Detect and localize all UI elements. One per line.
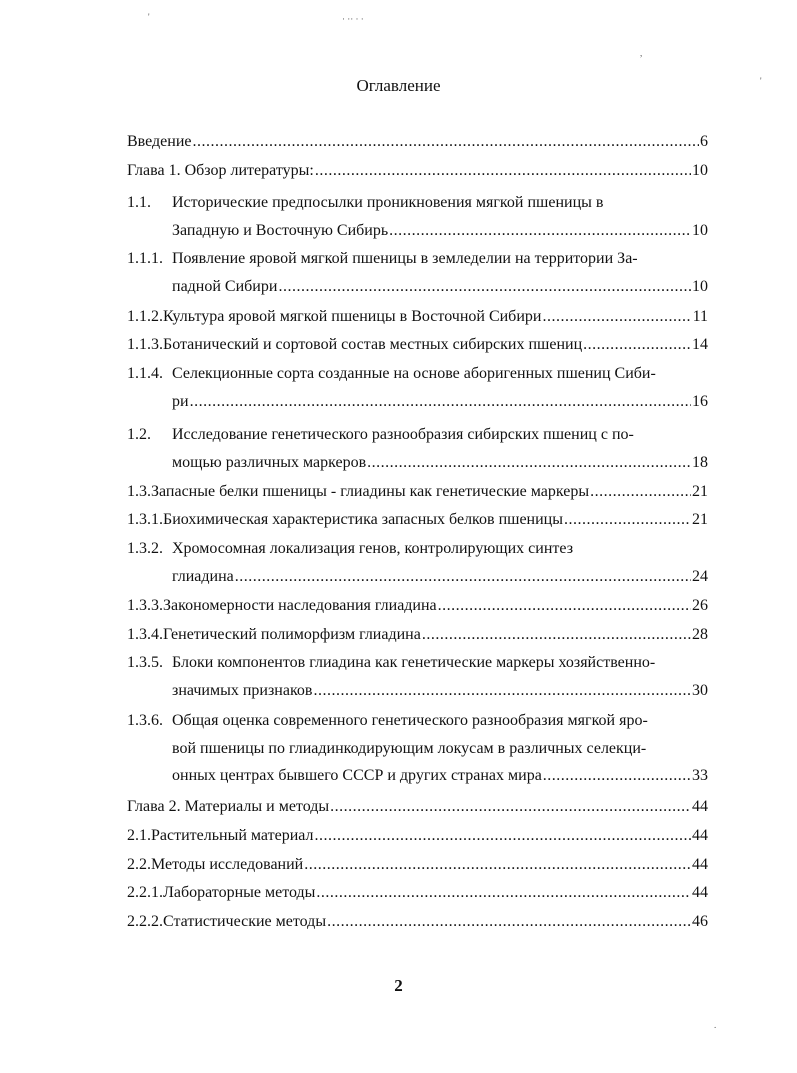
toc-entry-number: 1.1.4. xyxy=(127,365,163,382)
toc-entry-title: Растительный материал xyxy=(151,827,314,844)
toc-entry-title: ри xyxy=(172,392,189,410)
toc-entry-page: 24 xyxy=(692,567,708,585)
toc-entry-title: онных центрах бывшего СССР и других странах мира xyxy=(172,767,542,784)
toc-entry-title: Введение xyxy=(127,133,192,150)
toc-entry-number: 1.1.2. xyxy=(127,308,163,325)
toc-entry-title: Методы исследований xyxy=(151,856,304,873)
leader-dots xyxy=(315,157,691,185)
toc-entry xyxy=(127,421,708,476)
toc-entry-page: 30 xyxy=(692,681,708,699)
toc-entry xyxy=(127,506,708,534)
toc-entry-number: 1.3.2. xyxy=(127,540,163,557)
toc-entry-number: 1.1.1. xyxy=(127,250,163,267)
toc-entry-number: 1.1.3. xyxy=(127,336,163,353)
toc-entry-page: 28 xyxy=(692,626,708,643)
leader-dots xyxy=(590,478,691,506)
toc-entry-number: 1.3.3. xyxy=(127,597,163,614)
toc-entry-title: Блоки компонентов глиадина как генетические маркеры хозяйственно- xyxy=(172,654,656,671)
toc-entry-page: 44 xyxy=(692,884,708,901)
leader-dots xyxy=(330,793,691,821)
leader-dots xyxy=(367,449,691,477)
leader-dots xyxy=(542,303,691,331)
toc-entry xyxy=(127,245,708,300)
scan-speck: · ·· · · xyxy=(342,14,364,24)
toc-entry-page: 26 xyxy=(692,597,708,614)
toc-entry xyxy=(127,331,708,359)
toc-entry-title: Генетический полиморфизм глиадина xyxy=(163,626,421,643)
toc-entry-title: глиадина xyxy=(172,567,234,585)
leader-dots xyxy=(438,592,691,620)
toc-entry-number: 1.3.1. xyxy=(127,511,163,528)
toc-entry-title: Хромосомная локализация генов, контролирующих синтез xyxy=(172,540,574,557)
toc-entry-number: 2.2.2. xyxy=(127,913,163,930)
toc-entry xyxy=(127,707,708,790)
toc-entry xyxy=(127,592,708,620)
toc-entry-title: Селекционные сорта созданные на основе аборигенных пшениц Сиби- xyxy=(172,365,656,382)
leader-dots xyxy=(304,851,691,879)
toc-entry-title: Лабораторные методы xyxy=(163,884,316,901)
toc-entry xyxy=(127,478,708,506)
toc-entry-title: Исторические предпосылки проникновения мягкой пшеницы в xyxy=(172,194,604,211)
toc-entry-title: Общая оценка современного генетического разнообразия мягкой яро- xyxy=(172,712,648,729)
toc-entry-title: Статистические методы xyxy=(163,913,327,930)
toc-entry-title: Запасные белки пшеницы - глиадины как генетические маркеры xyxy=(151,483,590,500)
toc-entry-number: 1.1. xyxy=(127,194,151,211)
scan-speck: ' xyxy=(148,12,150,22)
toc-entry-title: падной Сибири xyxy=(172,277,278,295)
toc-entry xyxy=(127,157,708,185)
toc-entry-title: Западную и Восточную Сибирь xyxy=(172,221,389,239)
toc-entry-page: 21 xyxy=(692,511,708,528)
toc-entry-number: 1.2. xyxy=(127,426,151,443)
toc-entry-page: 18 xyxy=(692,453,708,471)
toc-entry-title: Глава 2. Материалы и методы xyxy=(127,798,330,815)
toc-entry-page: 44 xyxy=(692,798,708,815)
toc-entry-title: мощью различных маркеров xyxy=(172,453,367,471)
toc-entry xyxy=(127,879,708,907)
toc-entry-number: 2.1. xyxy=(127,827,151,844)
toc-entry-page: 44 xyxy=(692,827,708,844)
toc-entry-title: Биохимическая характеристика запасных белков пшеницы xyxy=(163,511,563,528)
toc-entry-page: 10 xyxy=(692,277,708,295)
leader-dots xyxy=(193,128,700,156)
leader-dots xyxy=(315,822,692,850)
toc-entry-title: вой пшеницы по глиадинкодирующим локусам в различных селекци- xyxy=(172,739,647,757)
toc-entry-title: Исследование генетического разнообразия сибирских пшениц с по- xyxy=(172,426,634,443)
toc-entry-number: 1.3.4. xyxy=(127,626,163,643)
toc-entry-title: Появление яровой мягкой пшеницы в земледелии на территории За- xyxy=(172,250,638,267)
leader-dots xyxy=(316,879,691,907)
toc-entry-page: 16 xyxy=(692,392,708,410)
toc-entry xyxy=(127,360,708,415)
toc-entry-page: 33 xyxy=(692,767,708,784)
toc-entry xyxy=(127,908,708,936)
page-number: 2 xyxy=(394,976,403,995)
leader-dots xyxy=(327,908,691,936)
scan-speck: . xyxy=(714,1020,717,1030)
toc-entry-title: значимых признаков xyxy=(172,681,313,699)
toc-entry-page: 10 xyxy=(692,221,708,239)
toc-entry-page: 11 xyxy=(692,308,708,325)
toc-entry-number: 2.2.1. xyxy=(127,884,163,901)
toc-entry-title: Закономерности наследования глиадина xyxy=(163,597,437,614)
toc-entry-page: 10 xyxy=(692,162,708,179)
toc-entry-page: 6 xyxy=(700,133,708,150)
scan-speck: , xyxy=(640,48,643,58)
leader-dots xyxy=(422,621,691,649)
toc-entry xyxy=(127,793,708,821)
leader-dots xyxy=(190,388,691,416)
toc-entry-page: 44 xyxy=(692,856,708,873)
toc-entry xyxy=(127,621,708,649)
toc-entry xyxy=(127,535,708,590)
toc-entry-title: Глава 1. Обзор литературы: xyxy=(127,162,314,179)
leader-dots xyxy=(313,677,691,705)
toc-entry-page: 46 xyxy=(692,913,708,930)
toc-entry xyxy=(127,851,708,879)
leader-dots xyxy=(389,217,691,245)
leader-dots xyxy=(278,273,691,301)
toc-entry-page: 14 xyxy=(692,336,708,353)
toc-entry-title: Культура яровой мягкой пшеницы в Восточной Сибири xyxy=(163,308,542,325)
toc-entry-number: 1.3.5. xyxy=(127,654,163,671)
toc-entry xyxy=(127,649,708,704)
toc-entry-page: 21 xyxy=(692,483,708,500)
leader-dots xyxy=(583,331,691,359)
toc-entry xyxy=(127,128,708,156)
scan-speck: ' xyxy=(760,76,762,86)
leader-dots xyxy=(543,762,691,790)
toc-entry-title: Ботанический и сортовой состав местных сибирских пшениц xyxy=(163,336,583,353)
toc-entry-number: 1.3. xyxy=(127,483,151,500)
toc-entry-number: 2.2. xyxy=(127,856,151,873)
toc-entry-number: 1.3.6. xyxy=(127,712,163,729)
leader-dots xyxy=(564,506,691,534)
page-title: Оглавление xyxy=(356,76,441,95)
leader-dots xyxy=(235,563,691,591)
toc-entry xyxy=(127,189,708,244)
toc-entry xyxy=(127,303,708,331)
toc-entry xyxy=(127,822,708,850)
